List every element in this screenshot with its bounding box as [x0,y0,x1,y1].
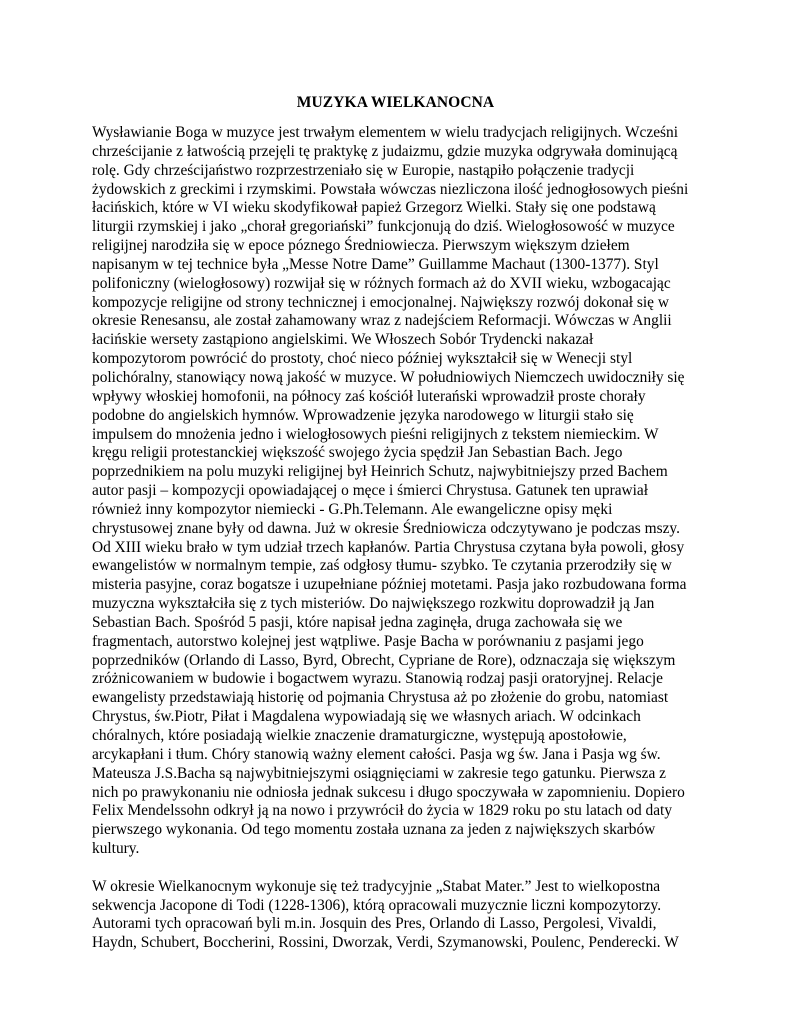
text-line: kultury. [92,840,140,858]
paragraph-gap [92,859,712,878]
text-line: podobne do angielskich hymnów. Wprowadzenie języka narodowego w liturgii stało się [92,406,634,424]
text-line: kompozytorom powrócić do prostoty, choć nieco później wykształcił się w Wenecji styl [92,350,633,368]
text-line: również inny kompozytor niemiecki - G.Ph.Telemann. Ale ewangeliczne opisy męki [92,500,613,518]
text-line: poprzedników (Orlando di Lasso, Byrd, Obrecht, Cypriane de Rore), odznaczaja się większym [92,651,676,669]
text-line: Felix Mendelssohn odkrył ją na nowo i przywrócił do życia w 1829 roku po stu latach od daty [92,802,673,820]
text-line: liturgii rzymskiej i jako „chorał gregoriański” funkcjonują do dziś. Wielogłosowość w muzyce [92,218,675,236]
text-line: kompozycje religijne od strony technicznej i emocjonalnej. Największy rozwój dokonał się w [92,293,669,311]
text-line: Od XIII wieku brało w tym udział trzech kapłanów. Partia Chrystusa czytana była powoli, głosy [92,538,685,556]
text-line: Sebastian Bach. Spośród 5 pasji, które napisał jedna zaginęła, druga zachowała się we [92,613,623,631]
text-line: Chrystus, św.Piotr, Piłat i Magdalena wypowiadają się we własnych ariach. W odcinkach [92,708,641,726]
text-line: Haydn, Schubert, Boccherini, Rossini, Dworzak, Verdi, Szymanowski, Poulenc, Penderecki. W [92,934,679,952]
text-line: poprzednikiem na polu muzyki religijnej był Heinrich Schutz, najwybitniejszy przed Bachem [92,463,668,481]
text-line: kręgu religii protestanckiej większość swojego życia spędził Jan Sebastian Bach. Jego [92,444,623,462]
text-line: chrześcijanie z łatwością przejęli tę praktykę z judaizmu, gdzie muzyka odgrywała dominującą [92,142,678,160]
paragraph-2 [92,878,712,953]
text-line: muzyczna wykształciła się z tych misteriów. Do największego rozkwitu doprowadził ją Jan [92,595,655,613]
text-line: misteria pasyjne, coraz bogatsze i uzupełniane później motetami. Pasja jako rozbudowana forma [92,576,687,594]
text-line: Mateusza J.S.Bacha są najwybitniejszymi osiągnięciami w zakresie tego gatunku. Pierwsza z [92,764,666,782]
text-line: ewangelistów w normalnym tempie, zaś odgłosy tłumu- szybko. Te czytania przerodziły się w [92,557,672,575]
text-line: chóralnych, które posiadają wielkie znaczenie dramaturgiczne, występują apostołowie, [92,727,627,744]
text-line: impulsem do mnożenia jedno i wielogłosowych pieśni religijnych z tekstem niemieckim. W [92,425,659,443]
text-line: rolę. Gdy chrześcijaństwo rozprzestrzeniało się w Europie, nastąpiło połączenie tradycji [92,161,635,179]
text-line: łacińskie wersety zastąpiono angielskimi. We Włoszech Sobór Trydencki nakazał [92,331,594,349]
text-line: okresie Renesansu, ale został zahamowany wraz z nadejściem Reformacji. Wówczas w Anglii [92,312,672,330]
document-title: MUZYKA WIELKANOCNA [296,94,495,111]
text-line: chrystusowej znane były od dawna. Już w okresie Średniowicza odczytywano je podczas mszy. [92,519,680,537]
text-line: napisanym w tej technice była „Messe Notre Dame” Guillamme Machaut (1300-1377). Styl [92,255,659,273]
text-line: zróżnicowaniem w budowie i bogactwem wyrazu. Stanowią rodzaj pasji oratoryjnej. Relacje [92,670,663,688]
text-line: polifoniczny (wielogłosowy) rozwijał się w różnych formach aż do XVII wieku, wzbogacając [92,274,671,292]
text-line: nich po prawykonaniu nie odniosła jednak sukcesu i długo spoczywała w zapomnieniu. Dopiero [92,783,685,801]
text-line: łacińskich, które w VI wieku skodyfikował papież Grzegorz Wielki. Stały się one podstawą [92,199,656,217]
text-line: Wysławianie Boga w muzyce jest trwałym elementem w wielu tradycjach religijnych. Wcześni [92,124,678,141]
text-line: sekwencja Jacopone di Todi (1228-1306), którą opracowali muzycznie liczni kompozytorzy. [92,896,662,914]
text-line: arcykapłani i tłum. Chóry stanowią ważny element całości. Pasja wg św. Jana i Pasja wg św. [92,745,661,763]
text-line: ewangelisty przedstawiają historię od pojmania Chrystusa aż po złożenie do grobu, natomiast [92,689,669,707]
text-line: W okresie Wielkanocnym wykonuje się też tradycyjnie „Stabat Mater.” Jest to wielkopostna [92,877,661,895]
text-line: żydowskich z greckimi i rzymskimi. Powstała wówczas niezliczona ilość jednogłosowych pieśni [92,180,689,198]
text-line: polichóralny, stanowiący nową jakość w muzyce. W południowiych Niemczech uwidoczniły się [92,368,685,386]
text-line: wpływy włoskiej homofonii, na północy zaś kościół luterański wprowadził proste chorały [92,387,646,405]
text-line: pierwszego wykonania. Od tego momentu została uznana za jeden z największych skarbów [92,821,656,839]
paragraph-1 [92,124,712,859]
text-line: autor pasji – kompozycji opowiadającej o męce i śmierci Chrystusa. Gatunek ten uprawiał [92,482,649,500]
text-line: Autorami tych opracowań byli m.in. Josquin des Pres, Orlando di Lasso, Pergolesi, Vivaldi, [92,915,657,933]
text-line: religijnej narodziła się w epoce póznego Średniowiecza. Pierwszym większym dziełem [92,237,630,255]
text-line: fragmentach, autorstwo kolejnej jest wątpliwe. Pasje Bacha w porównaniu z pasjami jego [92,632,644,650]
document-body [92,124,712,953]
